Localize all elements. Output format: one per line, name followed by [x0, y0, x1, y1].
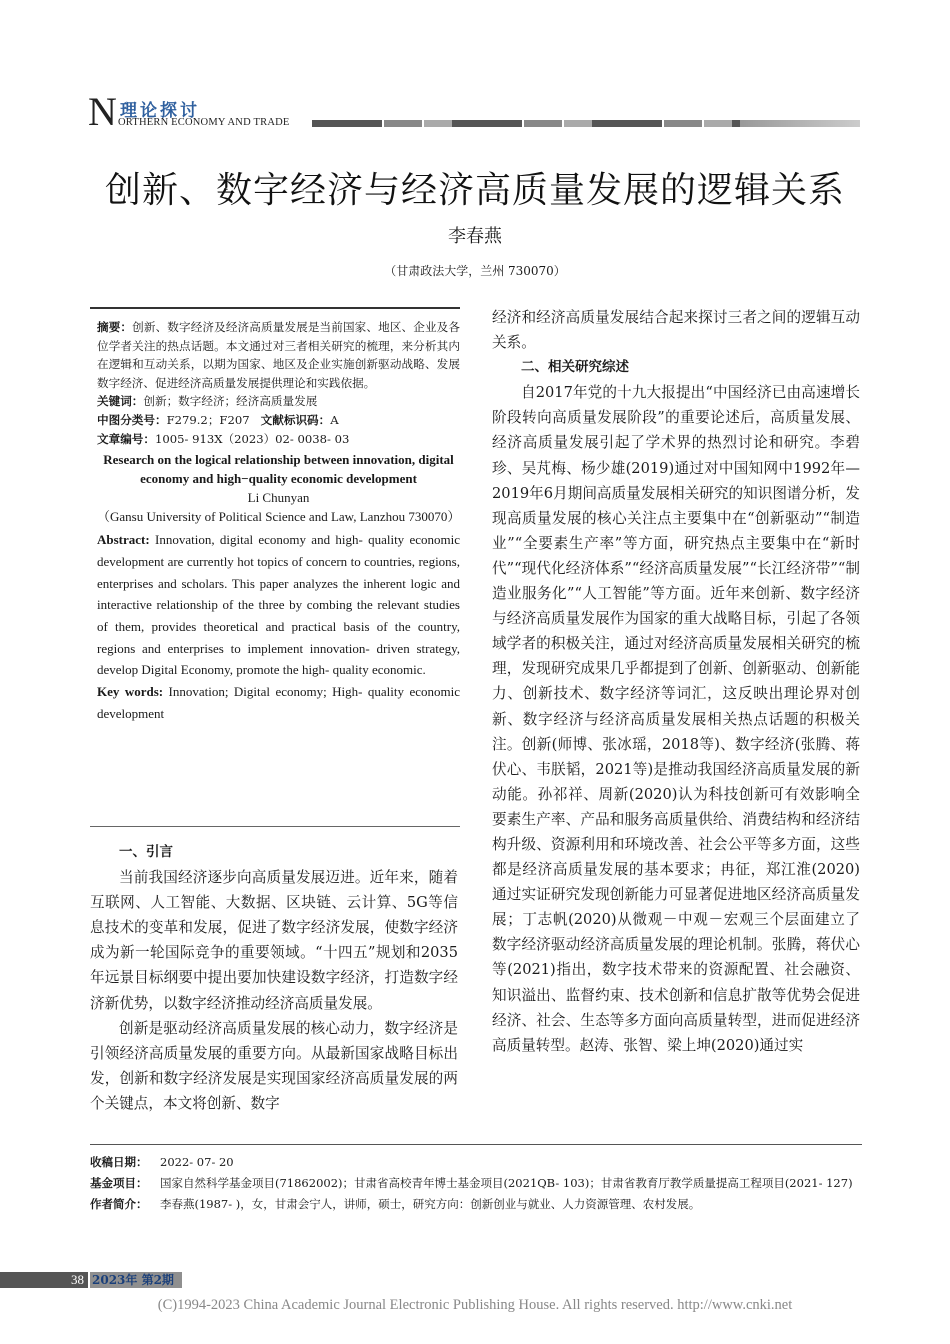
- abstract-text: 创新、数字经济及经济高质量发展是当前国家、地区、企业及各位学者关注的热点话题。本文通过对三者相关研究的梳理，来分析其内在逻辑和互动关系，以期为国家、地区及企业实施创新驱动战略、发展数字经济、促进经济高质量发展提供理论和实践依据。: [97, 320, 460, 390]
- header-rule-end: [740, 120, 860, 127]
- keywords-cn: [97, 392, 460, 411]
- doc-code-text: A: [330, 412, 339, 427]
- section-heading-intro: 一、引言: [119, 844, 173, 860]
- paragraph: 当前我国经济逐步向高质量发展迈进。近年来，随着互联网、人工智能、大数据、区块链、云计算、5G等信息技术的变革和发展，促进了数字经济发展，使数字经济成为新一轮国际竞争的重要领域。“十四五”规划和2035年远景目标纲要中提出要加快建设数字经济，打造数字经济新优势，以数字经济推动经济高质量发展。: [90, 869, 458, 1012]
- received-date-row: [90, 1152, 865, 1173]
- keywords-text: 创新；数字经济；经济高质量发展: [143, 394, 318, 409]
- abstract-cn: [97, 318, 460, 392]
- en-affiliation: （Gansu University of Political Science and Law, Lanzhou 730070）: [97, 509, 461, 525]
- section-heading-review: 二、相关研究综述: [521, 359, 629, 376]
- body-right-column: [492, 305, 860, 1058]
- journal-logo-initial: N: [88, 89, 117, 134]
- article-number-label: 文章编号：: [97, 431, 155, 446]
- paragraph: 创新是驱动经济高质量发展的核心动力，数字经济是引领经济高质量发展的重要方向。从最新国家战略目标出发，创新和数字经济发展是实现国家经济高质量发展的两个关键点，本文将创新、数字: [90, 1019, 458, 1112]
- article-number-text: 1005- 913X（2023）02- 0038- 03: [154, 431, 350, 446]
- section-label: 理论探讨: [120, 101, 200, 121]
- en-title: Research on the logical relationship between innovation, digital economy and high−quality economic development: [103, 452, 454, 487]
- en-keywords-label: Key words:: [97, 684, 164, 700]
- article-number-line: [97, 430, 460, 449]
- clc-label: 中图分类号：: [97, 412, 167, 427]
- article-title: 创新、数字经济与经济高质量发展的逻辑关系: [104, 170, 845, 211]
- abstract-bottom-rule: [90, 826, 460, 827]
- en-keywords: [97, 681, 460, 724]
- clc-text: F279.2；F207: [166, 412, 250, 427]
- fund-row: [90, 1173, 865, 1194]
- journal-name-en: ORTHERN ECONOMY AND TRADE: [118, 117, 290, 128]
- abstract-top-rule: [90, 307, 460, 309]
- received-text: 2022- 07- 20: [160, 1155, 234, 1169]
- paragraph: 经济和经济高质量发展结合起来探讨三者之间的逻辑互动关系。: [492, 309, 860, 352]
- fund-text: 国家自然科学基金项目(71862002)；甘肃省高校青年博士基金项目(2021QB- 103)；甘肃省教育厅教学质量提高工程项目(2021- 127): [160, 1176, 853, 1190]
- en-abstract: [97, 529, 460, 681]
- footnote-rule: [90, 1144, 862, 1145]
- en-author: Li Chunyan: [247, 490, 310, 506]
- abstract-label: 摘要：: [97, 320, 133, 334]
- abstract-box: [97, 318, 460, 724]
- page-number-text: 38: [71, 1272, 84, 1287]
- bio-text: 李春燕(1987- )，女，甘肃会宁人，讲师，硕士，研究方向：创新创业与就业、人力资源管理、农村发展。: [160, 1197, 701, 1211]
- doc-code-label: 文献标识码：: [260, 412, 331, 427]
- body-left-column: [90, 840, 458, 1116]
- copyright-notice: (C)1994-2023 China Academic Journal Electronic Publishing House. All rights reserved. http://www.cnki.net: [157, 1297, 793, 1313]
- en-abstract-label: Abstract:: [97, 532, 150, 548]
- author-name: 李春燕: [448, 226, 502, 247]
- en-keywords-text: Innovation; Digital economy; High- quality economic development: [97, 684, 460, 721]
- issue-label: 2023年 第2期: [90, 1272, 182, 1288]
- author-affiliation: （甘肃政法大学，兰州 730070）: [384, 264, 566, 278]
- keywords-label: 关键词：: [97, 394, 144, 409]
- classification-line: [97, 411, 460, 430]
- fund-label: 基金项目：: [90, 1176, 148, 1190]
- received-label: 收稿日期：: [90, 1155, 148, 1169]
- page-number: [0, 1272, 88, 1288]
- paragraph: 自2017年党的十九大报提出“中国经济已由高速增长阶段转向高质量发展阶段”的重要论述后，高质量发展、经济高质量发展引起了学术界的热烈讨论和研究。李碧珍、吴芃梅、杨少雄(2019)通过对中国知网中1992年—2019年6月期间高质量发展相关研究的知识图谱分析，发现高质量发展的核心关注点主要集中在“创新驱动”“制造业”“全要素生产率”等方面，研究热点主要集中在“新时代”“现代化经济体系”“经济高质量发展”“长江经济带”“制造业服务化”“人工智能”等方面。近年来创新、数字经济与经济高质量发展作为国家的重大战略目标，引起了各领域学者的积极关注，通过对经济高质量发展相关研究的梳理，发现研究成果几乎都提到了创新、创新驱动、创新能力、创新技术、数字经济等词汇，这反映出理论界对创新、数字经济与经济高质量发展相关热点话题的积极关注。创新(师博、张冰瑶，2018等)、数字经济(张腾、蒋伏心、韦朕韬，2021等)是推动我国经济高质量发展的新动能。孙祁祥、周新(2020)认为科技创新可有效影响全要素生产率、产品和服务高质量供给、消费结构和经济结构升级、资源利用和环境改善、社会公平等多方面，这些都是经济高质量发展的基本要求；冉征，郑江淮(2020)通过实证研究发现创新能力可显著促进地区经济高质量发展；丁志帆(2020)从微观－中观－宏观三个层面建立了数字经济驱动经济高质量发展的理论机制。张腾，蒋伏心等(2021)指出，数字技术带来的资源配置、社会融资、知识溢出、监督约束、技术创新和信息扩散等优势会促进经济、社会、生态等多方面向高质量转型，进而促进经济高质量转型。赵涛、张智、梁上坤(2020)通过实: [492, 384, 860, 1054]
- author-bio-row: [90, 1194, 865, 1215]
- bio-label: 作者简介：: [90, 1197, 148, 1211]
- en-abstract-text: Innovation, digital economy and high- quality economic development are currently hot topics of concern to countries, regions, enterprises and scholars. This paper analyzes the inherent logic and interactive relationship of the three by combing the relevant studies of them, provides theoretical and practical basis of the country, regions and enterprises to implement innovation- driven strategy, develop Digital Economy, promote the high- quality economic.: [97, 532, 460, 678]
- footnote: [90, 1152, 865, 1215]
